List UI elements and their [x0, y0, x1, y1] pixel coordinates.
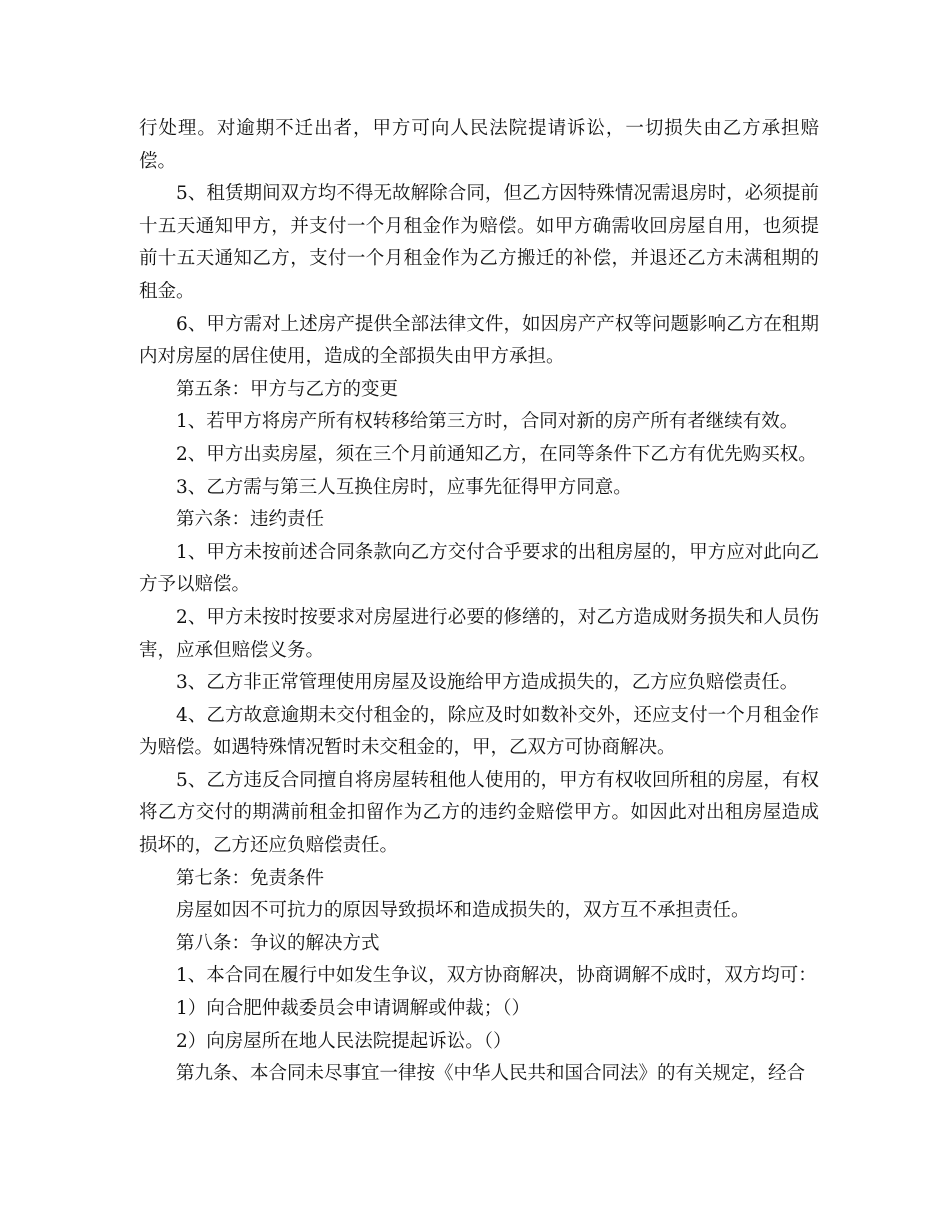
section-heading: 第七条：免责条件	[176, 867, 325, 889]
paragraph: 第九条、本合同未尽事宜一律按《中华人民共和国合同法》的有关规定，经合	[176, 1063, 806, 1085]
list-item: 1）向合肥仲裁委员会申请调解或仲裁；（）	[176, 998, 531, 1020]
paragraph: 2、甲方未按时按要求对房屋进行必要的修缮的，对乙方造成财务损失和人员伤害，应承但赔偿义务。	[139, 606, 819, 661]
paragraph: 3、乙方非正常管理使用房屋及设施给甲方造成损失的，乙方应负赔偿责任。	[176, 672, 799, 694]
paragraph: 6、甲方需对上述房产提供全部法律文件，如因房产产权等问题影响乙方在租期内对房屋的居住使用，造成的全部损失由甲方承担。	[139, 313, 819, 368]
paragraph: 行处理。对逾期不迁出者，甲方可向人民法院提请诉讼，一切损失由乙方承担赔偿。	[139, 118, 819, 172]
paragraph: 5、乙方违反合同擅自将房屋转租他人使用的，甲方有权收回所租的房屋，有权将乙方交付的期满前租金扣留作为乙方的违约金赔偿甲方。如因此对出租房屋造成损坏的，乙方还应负赔偿责任。	[139, 769, 819, 857]
document-body	[139, 113, 819, 1091]
paragraph: 2、甲方出卖房屋，须在三个月前通知乙方，在同等条件下乙方有优先购买权。	[176, 443, 817, 465]
paragraph: 房屋如因不可抗力的原因导致损坏和造成损失的，双方互不承担责任。	[176, 900, 750, 922]
paragraph: 1、本合同在履行中如发生争议，双方协商解决，协商调解不成时，双方均可：	[176, 965, 817, 987]
list-item: 2）向房屋所在地人民法院提起诉讼。（）	[176, 1030, 512, 1052]
paragraph: 4、乙方故意逾期未交付租金的，除应及时如数补交外，还应支付一个月租金作为赔偿。如遇特殊情况暂时未交租金的，甲，乙双方可协商解决。	[139, 704, 819, 759]
paragraph: 3、乙方需与第三人互换住房时，应事先征得甲方同意。	[176, 476, 632, 498]
section-heading: 第六条：违约责任	[176, 509, 325, 531]
paragraph: 5、租赁期间双方均不得无故解除合同，但乙方因特殊情况需退房时，必须提前十五天通知甲方，并支付一个月租金作为赔偿。如甲方确需收回房屋自用，也须提前十五天通知乙方，支付一个月租金作为乙方搬迁的补偿，并退还乙方未满租期的租金。	[139, 183, 819, 302]
paragraph: 1、若甲方将房产所有权转移给第三方时，合同对新的房产所有者继续有效。	[176, 411, 799, 433]
section-heading: 第五条：甲方与乙方的变更	[176, 378, 399, 400]
paragraph: 1、甲方未按前述合同条款向乙方交付合乎要求的出租房屋的，甲方应对此向乙方予以赔偿。	[139, 541, 819, 596]
section-heading: 第八条：争议的解决方式	[176, 932, 380, 954]
